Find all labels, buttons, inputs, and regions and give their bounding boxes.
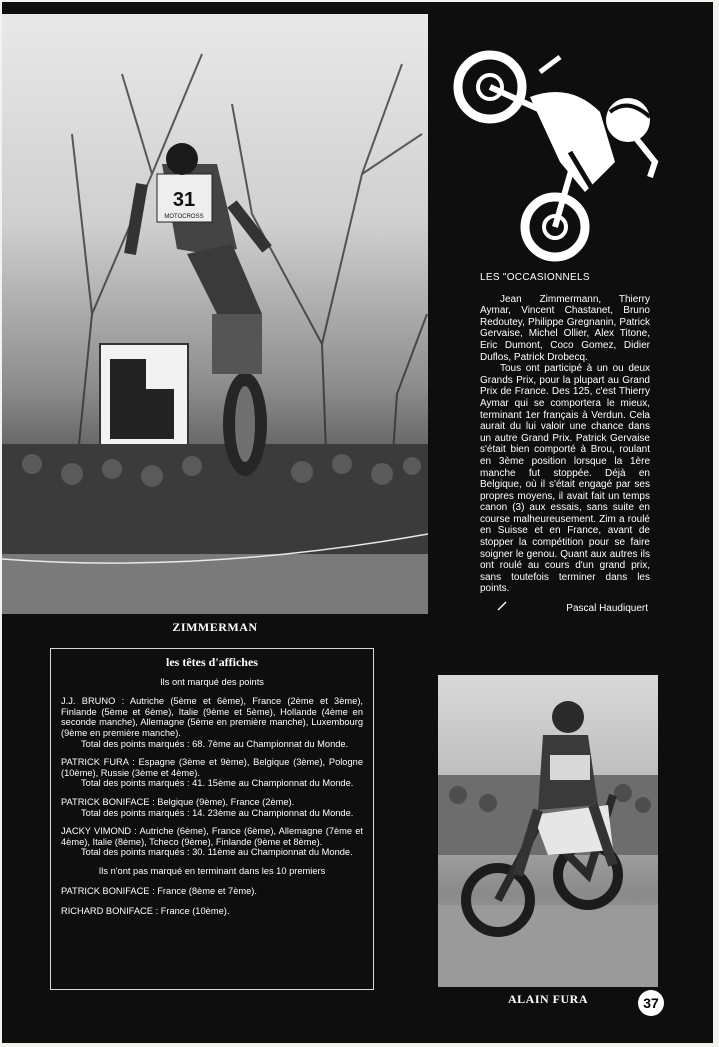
results-box-subtitle: Ils ont marqué des points — [160, 676, 264, 687]
caption-alain-fura: ALAIN FURA — [508, 992, 588, 1006]
rider-number: 31 — [172, 189, 196, 211]
results-entry — [61, 696, 363, 749]
results-entry — [61, 826, 363, 858]
page-number-badge: 37 — [638, 990, 664, 1016]
results-box-title: les têtes d'affiches — [166, 655, 258, 669]
non-scorer-line: RICHARD BONIFACE : France (10ème). — [61, 906, 230, 917]
results-entry-total: Total des points marqués : 14. 23ème au Championnat du Monde. — [81, 807, 354, 818]
results-entry — [61, 797, 363, 818]
results-entry-text: PATRICK FURA : Espagne (3ème et 9ème), Belgique (3ème), Pologne (10ème), Russie (3ème et 4ème). — [61, 757, 363, 778]
photo-alain-fura-illustration — [438, 675, 658, 987]
magazine-page — [2, 2, 713, 1043]
photo-alain-fura — [438, 675, 658, 987]
photo-zimmerman — [2, 14, 428, 614]
side-paragraph: Tous ont participé à un ou deux Grands Prix, pour la plupart au Grand Prix de France. Des 125, c'est Thierry Aymar qui se comportera le mieux, terminant 1er français à Verdun. Cela aurait du lui valoir une chance dans un autre Grand Prix. Patrick Gervaise s'était bien comporté à Brou, roulant en 3ème position lorsque la 1ère manche fut stoppée. Déjà en Belgique, où il s'était engagé par ses propres moyens, il avait fait un temps canon (3) aux essais, sans suite en course malheureusement. Zim a roulé en Suisse et en France, avant de stopper la compétition pour se faire soigner le genou. Quant aux autres ils ont roulé au cours d'un grand prix, sans toutefois terminer dans les points. — [480, 363, 650, 595]
rider-bib-text: MOTOCROSS — [164, 214, 204, 220]
results-entry-text: J.J. BRUNO : Autriche (5ème et 6ème), France (2ème et 3ème), Finlande (5ème et 6ème), Italie (9ème et 5ème), Hollande (4ème en seconde manche), Allemagne (5ème en première manche), Luxembourg (9ème en première manche). — [61, 696, 363, 738]
results-entry-total: Total des points marqués : 68. 7ème au Championnat du Monde. — [81, 738, 349, 749]
photo-zimmerman-illustration — [2, 14, 428, 614]
results-entry-total: Total des points marqués : 30. 11ème au Championnat du Monde. — [81, 847, 353, 858]
motocross-rider-illustration — [450, 42, 665, 267]
caption-zimmerman: ZIMMERMAN — [172, 620, 258, 634]
motocross-rider-icon — [450, 42, 665, 267]
side-article — [480, 272, 650, 615]
results-entry-total: Total des points marqués : 41. 15ème au Championnat du Monde. — [81, 778, 354, 789]
results-box-subtitle-2: Ils n'ont pas marqué en terminant dans les 10 premiers — [98, 865, 326, 876]
results-entry — [61, 757, 363, 789]
author-signature: Pascal Haudiquert — [566, 603, 648, 615]
results-entry-text: PATRICK BONIFACE : Belgique (9ème), France (2ème). — [61, 796, 295, 807]
side-paragraph: Jean Zimmermann, Thierry Aymar, Vincent Chastanet, Bruno Redoutey, Philippe Gregnanin, Patrick Gervaise, Michel Ollier, Alex Titone, Eric Dumont, Coco Gomez, Didier Duflos, Patrick Drobecq. — [480, 293, 650, 363]
results-box — [50, 648, 374, 990]
side-article-title: LES "OCCASIONNELS — [480, 272, 590, 283]
results-entry-text: JACKY VIMOND : Autriche (6ème), France (6ème), Allemagne (7ème et 4ème), Italie (8ème), Tcheco (9ème), Finlande (9ème et 8ème). — [61, 826, 363, 847]
non-scorer-line: PATRICK BONIFACE : France (8ème et 7ème). — [61, 885, 257, 896]
